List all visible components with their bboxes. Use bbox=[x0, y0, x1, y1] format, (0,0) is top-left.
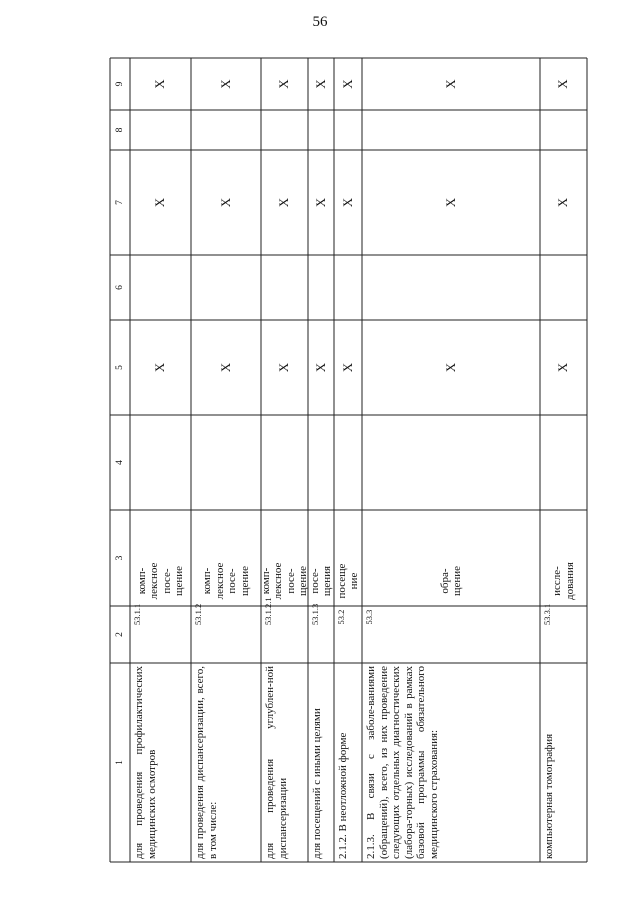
column-header-3: 3 bbox=[114, 555, 125, 561]
row-code: 53.2 bbox=[336, 609, 346, 625]
cell-c6 bbox=[133, 258, 188, 317]
cell-c7: X bbox=[276, 197, 292, 208]
cell-c8 bbox=[133, 113, 188, 147]
row-label: 2.1.3. В связи с заболе-ваниями (обращений), всего, из них проведение следующих отдельных диагностических (лабора-торных) исследований в рамках базовой программы обязательного медицинского страхования: bbox=[365, 666, 440, 859]
cell-c4 bbox=[133, 418, 188, 507]
row-unit: посеще ние bbox=[335, 563, 360, 599]
cell-c6 bbox=[194, 258, 258, 317]
page-number: 56 bbox=[312, 14, 328, 30]
cell-c6 bbox=[311, 258, 331, 317]
cell-c5: X bbox=[442, 362, 458, 373]
cell-c7: X bbox=[442, 197, 458, 208]
row-label: компьютерная томография bbox=[543, 733, 555, 859]
row-label: 2.1.2. В неотложной форме bbox=[337, 732, 349, 859]
cell-c4 bbox=[194, 418, 258, 507]
cell-c8 bbox=[311, 113, 331, 147]
row-code: 53.1.2.1 bbox=[263, 597, 273, 625]
cell-c5: X bbox=[217, 362, 233, 373]
row-code: 53.3 bbox=[364, 609, 374, 625]
row-unit: комп-лексное посе-щение bbox=[135, 562, 185, 600]
row-code: 53.1.1 bbox=[132, 603, 142, 625]
cell-c9: X bbox=[276, 79, 292, 89]
cell-c6 bbox=[264, 258, 305, 317]
cell-c8 bbox=[337, 113, 359, 147]
cell-c5: X bbox=[312, 362, 328, 373]
cell-c7: X bbox=[555, 197, 571, 208]
column-header-9: 9 bbox=[114, 81, 125, 87]
cell-c9: X bbox=[339, 79, 355, 89]
cell-c6 bbox=[337, 258, 359, 317]
row-code: 53.1.2 bbox=[193, 603, 203, 625]
row-unit: комп-лексное посе-щение bbox=[201, 562, 251, 600]
cell-c8 bbox=[543, 113, 584, 147]
cell-c5: X bbox=[276, 362, 292, 373]
cell-c5: X bbox=[339, 362, 355, 373]
column-header-6: 6 bbox=[114, 285, 125, 290]
cell-c9: X bbox=[555, 79, 571, 89]
cell-c4 bbox=[311, 418, 331, 507]
cell-c4 bbox=[337, 418, 359, 507]
row-code: 53.1.3 bbox=[310, 603, 320, 625]
cell-c8 bbox=[365, 113, 537, 147]
row-label: для посещений с иными целями bbox=[311, 708, 323, 859]
cell-c9: X bbox=[217, 79, 233, 89]
row-unit: обра-щение bbox=[438, 566, 463, 597]
column-header-4: 4 bbox=[114, 460, 125, 465]
cell-c3 bbox=[133, 513, 188, 603]
cell-c9: X bbox=[312, 79, 328, 89]
cell-c5: X bbox=[555, 362, 571, 373]
cell-c4 bbox=[264, 418, 305, 507]
cell-c3 bbox=[308, 513, 333, 603]
row-code: 53.3.1 bbox=[542, 603, 552, 625]
cell-c9: X bbox=[152, 79, 168, 89]
cell-c7: X bbox=[312, 197, 328, 208]
cell-c3 bbox=[543, 513, 584, 603]
cell-c6 bbox=[365, 258, 537, 317]
cell-c4 bbox=[365, 418, 537, 507]
cell-c7: X bbox=[339, 197, 355, 208]
row-unit: иссле-дования bbox=[551, 562, 576, 600]
cell-c8 bbox=[264, 113, 305, 147]
column-header-8: 8 bbox=[114, 127, 125, 133]
cell-c5: X bbox=[152, 362, 168, 373]
row-label: для проведения углублен-ной диспансеризации bbox=[264, 666, 289, 859]
row-unit: комп-лексное посе-щение bbox=[259, 562, 309, 600]
cell-c3 bbox=[337, 513, 359, 603]
row-label: для проведения профилактических медицинских осмотров bbox=[133, 666, 158, 859]
cell-c3 bbox=[365, 513, 537, 603]
cell-c7: X bbox=[217, 197, 233, 208]
cell-c3 bbox=[194, 513, 258, 603]
column-header-1: 1 bbox=[114, 760, 125, 765]
column-header-7: 7 bbox=[114, 200, 125, 205]
row-unit: посе-щения bbox=[308, 565, 333, 597]
cell-c7: X bbox=[152, 197, 168, 208]
row-label: для проведения диспансеризации, всего, в том числе: bbox=[194, 666, 219, 859]
column-header-2: 2 bbox=[114, 632, 125, 637]
cell-c4 bbox=[543, 418, 584, 507]
cell-c8 bbox=[194, 113, 258, 147]
column-header-5: 5 bbox=[114, 365, 125, 370]
cell-c9: X bbox=[442, 79, 458, 89]
cell-c3 bbox=[259, 513, 309, 603]
cell-c6 bbox=[543, 258, 584, 317]
